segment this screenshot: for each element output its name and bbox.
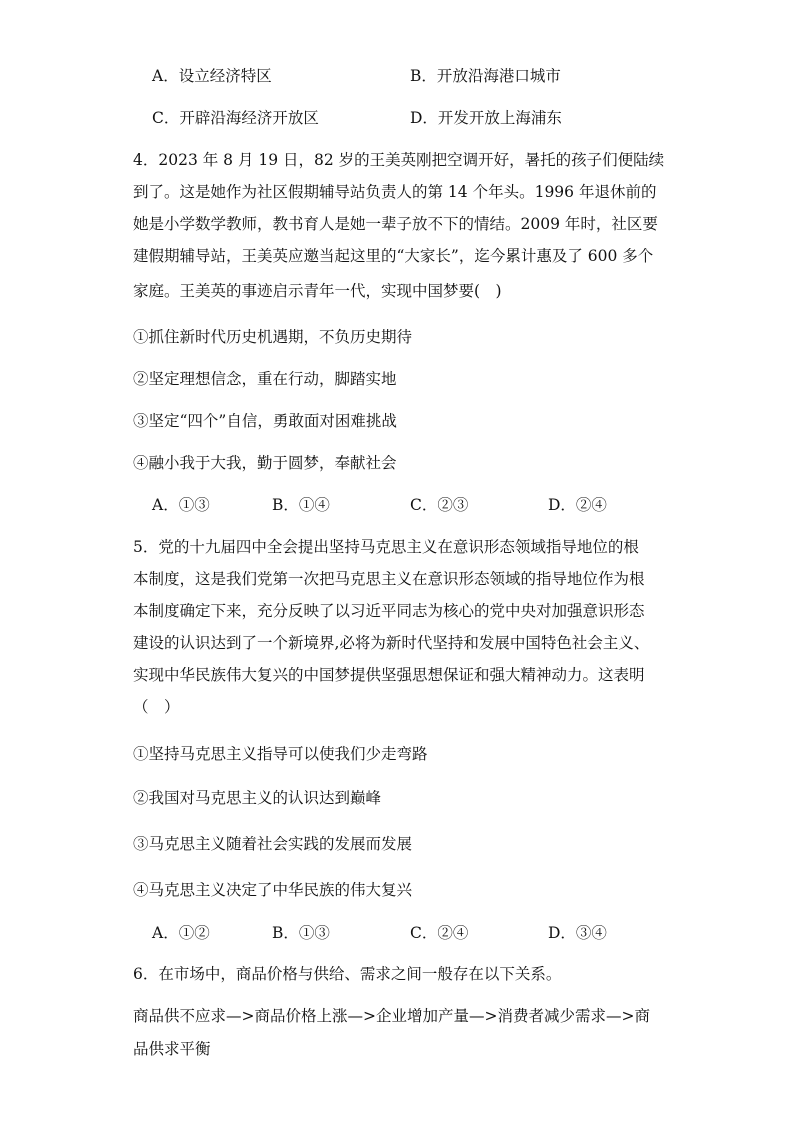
q5-statement-2: ②我国对马克思主义的认识达到巅峰 [133, 789, 382, 807]
q5-option-b: B．①③ [272, 924, 330, 942]
q4-stem-line-2: 到了。这是她作为社区假期辅导站负责人的第 14 个年头。1996 年退休前的 [133, 183, 657, 201]
q4-stem-line-5: 家庭。王美英的事迹启示青年一代，实现中国梦要( ) [133, 282, 502, 300]
q4-stem-line-1: 4．2023 年 8 月 19 日，82 岁的王美英刚把空调开好，暑托的孩子们便陆续 [133, 151, 665, 169]
q5-statement-4: ④马克思主义决定了中华民族的伟大复兴 [133, 881, 413, 899]
q6-chain-line-1: 商品供不应求—>商品价格上涨—>企业增加产量—>消费者减少需求—>商 [133, 1007, 650, 1025]
q3-option-a: A．设立经济特区 [152, 67, 272, 85]
q5-stem-line-6: （ ） [133, 698, 180, 716]
q4-statement-1: ①抓住新时代历史机遇期，不负历史期待 [133, 328, 413, 346]
q5-stem-line-4: 建设的认识达到了一个新境界,必将为新时代坚持和发展中国特色社会主义、 [133, 634, 650, 652]
q5-stem-line-5: 实现中华民族伟大复兴的中国梦提供坚强思想保证和强大精神动力。这表明 [133, 666, 645, 684]
q5-option-d: D．③④ [548, 924, 607, 942]
q5-statement-3: ③马克思主义随着社会实践的发展而发展 [133, 835, 413, 853]
q4-option-a: A．①③ [152, 496, 210, 514]
q4-statement-4: ④融小我于大我，勤于圆梦，奉献社会 [133, 454, 397, 472]
q5-statement-1: ①坚持马克思主义指导可以使我们少走弯路 [133, 745, 428, 763]
q5-stem-line-1: 5．党的十九届四中全会提出坚持马克思主义在意识形态领域指导地位的根 [133, 538, 639, 556]
q6-chain-line-2: 品供求平衡 [133, 1040, 211, 1058]
q3-option-b: B．开放沿海港口城市 [410, 67, 561, 85]
q4-statement-2: ②坚定理想信念，重在行动，脚踏实地 [133, 370, 397, 388]
q5-option-a: A．①② [152, 924, 210, 942]
q3-option-c: C．开辟沿海经济开放区 [152, 109, 319, 127]
q4-option-d: D．②④ [548, 496, 607, 514]
q5-option-c: C．②④ [410, 924, 469, 942]
q4-stem-line-4: 建假期辅导站，王美英应邀当起这里的“大家长”，迄今累计惠及了 600 多个 [133, 247, 654, 265]
q6-stem: 6．在市场中，商品价格与供给、需求之间一般存在以下关系。 [133, 965, 562, 983]
q5-stem-line-2: 本制度，这是我们党第一次把马克思主义在意识形态领域的指导地位作为根 [133, 570, 645, 588]
q4-stem-line-3: 她是小学数学教师，教书育人是她一辈子放不下的情结。2009 年时，社区要 [133, 215, 658, 233]
q4-option-b: B．①④ [272, 496, 330, 514]
q4-option-c: C．②③ [410, 496, 469, 514]
q5-stem-line-3: 本制度确定下来，充分反映了以习近平同志为核心的党中央对加强意识形态 [133, 602, 645, 620]
q3-option-d: D．开发开放上海浦东 [410, 109, 562, 127]
q4-statement-3: ③坚定“四个”自信，勇敢面对困难挑战 [133, 412, 397, 430]
